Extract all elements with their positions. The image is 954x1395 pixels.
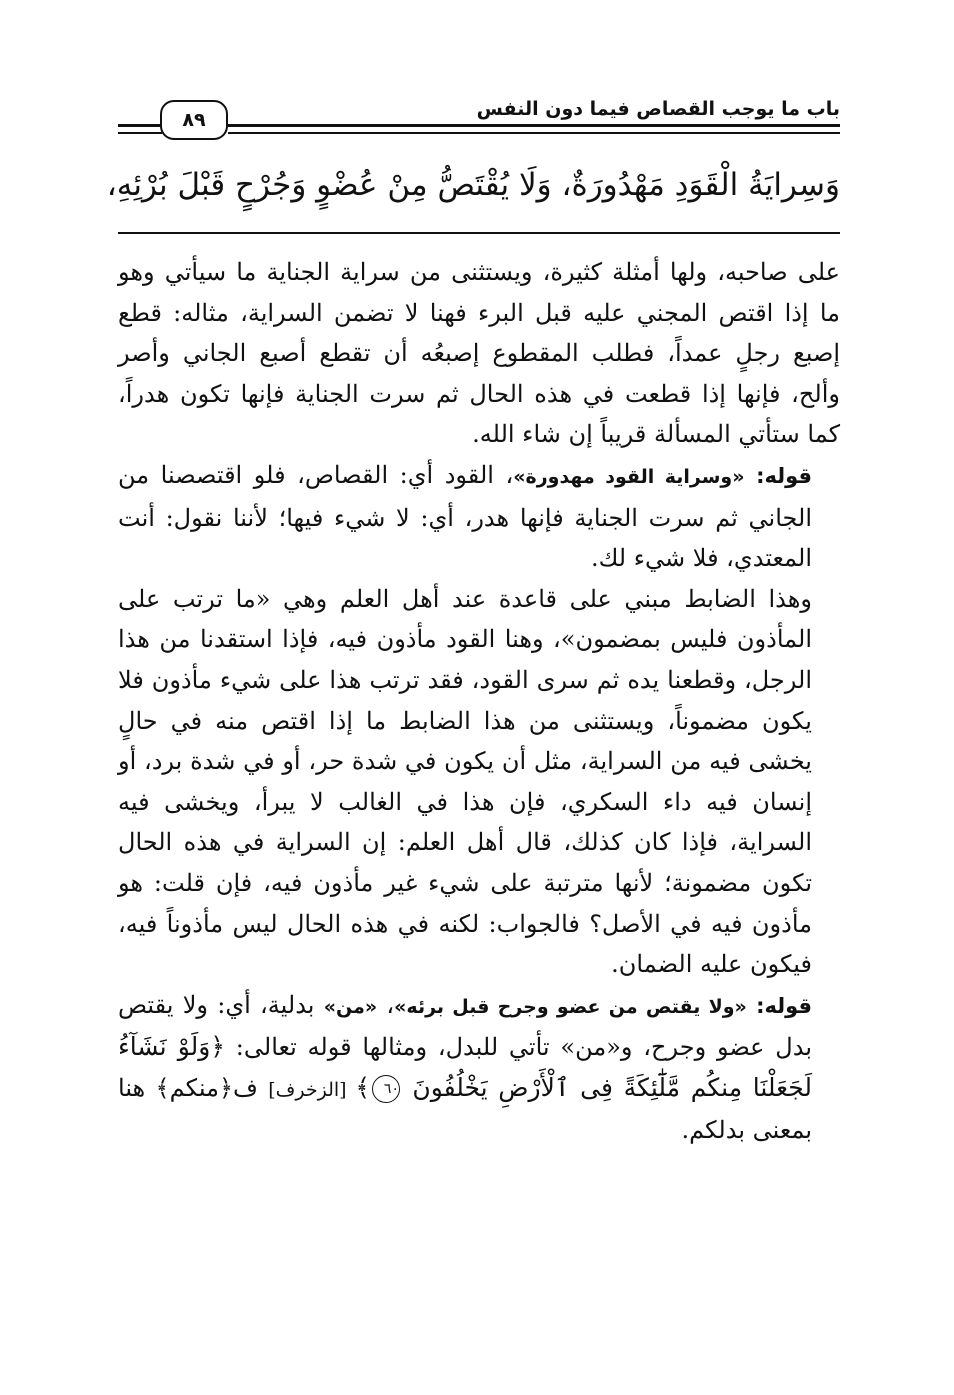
verse-close: ﴾ [355,1072,370,1102]
paragraph-1: على صاحبه، ولها أمثلة كثيرة، ويستثنى من سراية الجناية ما سيأتي وهو ما إذا اقتص المجني عليه قبل البرء فهنا لا تضمن السراية، مثاله: قطع إصبع رجلٍ عمداً، فطلب المقطوع إصبعُه أن تقطع أصبع الجاني وأصر وألح، فإنها إذا قطعت في هذه الحال ثم سرت الجناية فإنها تكون هدراً، كما ستأتي المسألة قريباً إن شاء الله. [118,258,841,449]
matn-line: وَسِرايَةُ الْقَوَدِ مَهْدُورَةٌ، وَلَا يُقْتَصُّ مِنْ عُضْوٍ وَجُرْحٍ قَبْلَ بُرْئِهِ، [106,167,840,203]
quran-verse: ﴿وَلَوْ نَشَآءُ لَجَعَلْنَا مِنكُم مَّلَٰٓئِكَةً فِى ٱلْأَرْضِ يَخْلُفُونَ [118,1032,813,1102]
matn-quote: «وسراية القود مهدورة» [513,465,745,488]
header-rule [118,124,162,127]
paragraph-text: ، القود أي: القصاص، فلو اقتصصنا من الجاني ثم سرت الجناية فإنها هدر، أي: لا شيء فيها؛ لأننا نقول: أنت المعتدي، فلا شيء لك. [118,460,812,573]
page-header [118,96,840,142]
header-rule [118,132,162,134]
paragraph-text: ف﴿منكم﴾ هنا بمعنى بدلكم. [118,1073,812,1145]
separator-comma: ، [377,990,395,1019]
paragraph-text: بدلية، أي: ولا يقتص بدل عضو وجرح، و«من» تأتي للبدل، ومثالها قوله تعالى: [118,990,812,1062]
min-quote: «من» [323,995,378,1018]
paragraph-4 [118,985,840,1151]
verse-number: ٦٠ [372,1075,400,1103]
running-title: باب ما يوجب القصاص فيما دون النفس [476,98,840,120]
commentary [118,252,840,1151]
surah-reference: [الزخرف] [268,1078,356,1101]
paragraph-3: وهذا الضابط مبني على قاعدة عند أهل العلم وهي «ما ترتب على المأذون فليس بمضمون»، وهنا القود مأذون فيه، فإذا استقدنا من هذا الرجل، وقطعنا يده ثم سرى القود، فقد ترتب هذا على شيء مأذون فلا يكون مضموناً، ويستثنى من هذا الضابط ما إذا اقتص منه في حالٍ يخشى فيه من السراية، مثل أن يكون في شدة حر، أو في شدة برد، أو إنسان فيه داء السكري، فإن هذا في الغالب لا يبرأ، ويخشى فيه السراية، فإذا كان كذلك، قال أهل العلم: إن السراية في هذه الحال تكون مضمونة؛ لأنها مترتبة على شيء غير مأذون فيه، فإن قلت: هو مأذون فيه في الأصل؟ فالجواب: لكنه في هذه الحال ليس مأذوناً فيه، فيكون عليه الضمان. [118,584,813,979]
qawluhu-label: قوله: [756,993,812,1018]
matn-quote: «ولا يقتص من عضو وجرح قبل برئه» [394,995,747,1018]
header-rule [228,132,840,134]
page-number: ٨٩ [160,100,228,140]
paragraph-2 [118,455,840,579]
matn-separator [118,232,840,234]
qawluhu-label: قوله: [756,463,813,488]
header-rule [228,124,840,127]
